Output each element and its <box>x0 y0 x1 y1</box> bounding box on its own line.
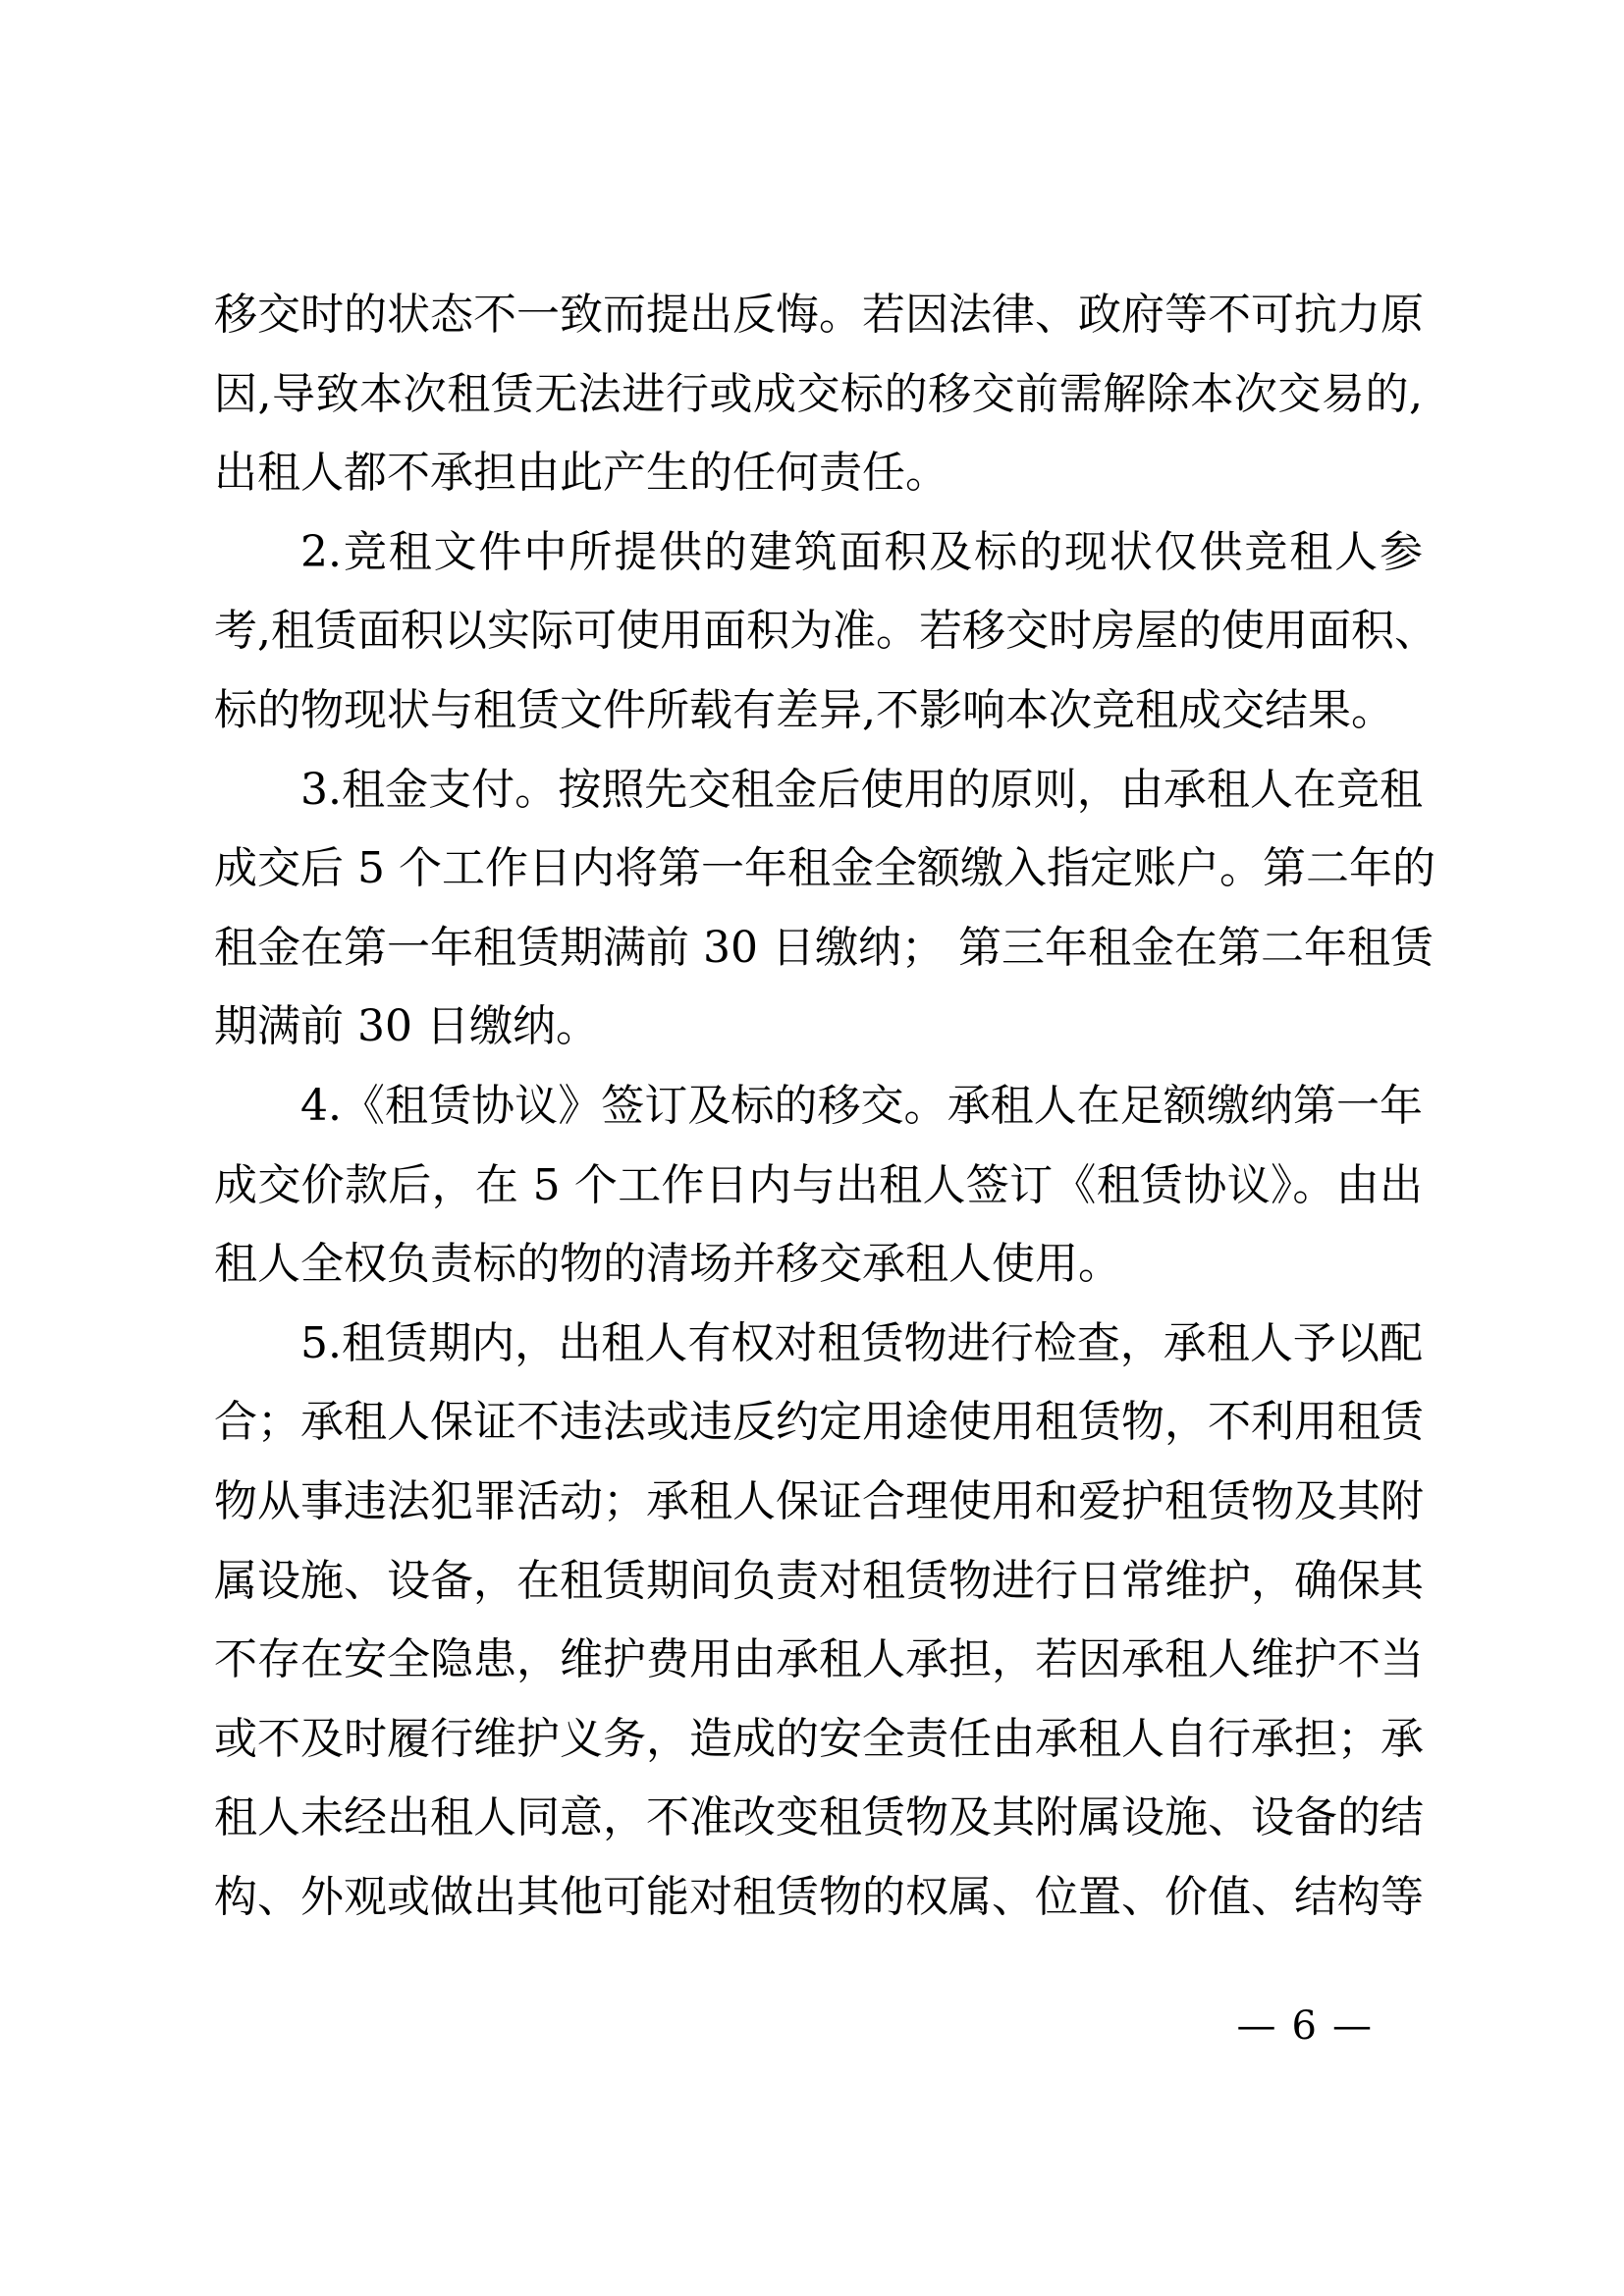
text-line: 成交后 5 个工作日内将第一年租金全额缴入指定账户。第二年的 <box>214 843 1435 894</box>
page-number-left-dash: — <box>1236 2003 1276 2049</box>
page-number <box>1237 2004 1372 2048</box>
text-line: 标的物现状与租赁文件所载有差异,不影响本次竞租成交结果。 <box>214 684 1394 735</box>
text-line: 成交价款后，在 5 个工作日内与出租人签订《租赁协议》。由出 <box>214 1159 1423 1210</box>
text-line: 合；承租人保证不违法或违反约定用途使用租赁物，不利用租赁 <box>214 1397 1424 1448</box>
text-line: 2.竞租文件中所提供的建筑面积及标的现状仅供竞租人参 <box>300 526 1423 577</box>
text-line: 租人未经出租人同意，不准改变租赁物及其附属设施、设备的结 <box>214 1792 1424 1843</box>
text-line: 因,导致本次租赁无法进行或成交标的移交前需解除本次交易的, <box>214 368 1423 419</box>
text-line: 属设施、设备，在租赁期间负责对租赁物进行日常维护，确保其 <box>214 1555 1424 1606</box>
page-number-right-dash: — <box>1332 2003 1372 2049</box>
text-line: 4.《租赁协议》签订及标的移交。承租人在足额缴纳第一年 <box>300 1080 1423 1131</box>
text-line: 考,租赁面积以实际可使用面积为准。若移交时房屋的使用面积、 <box>214 606 1437 657</box>
text-line: 移交时的状态不一致而提出反悔。若因法律、政府等不可抗力原 <box>214 290 1424 340</box>
text-line: 期满前 30 日缴纳。 <box>214 1001 599 1052</box>
text-line: 物从事违法犯罪活动；承租人保证合理使用和爱护租赁物及其附 <box>214 1475 1424 1526</box>
text-line: 租金在第一年租赁期满前 30 日缴纳； 第三年租金在第二年租赁 <box>214 922 1434 973</box>
text-line: 租人全权负责标的物的清场并移交承租人使用。 <box>214 1239 1121 1290</box>
page-number-value: 6 <box>1291 2003 1317 2049</box>
text-line: 3.租金支付。按照先交租金后使用的原则，由承租人在竞租 <box>300 764 1423 815</box>
body-text <box>214 276 1437 1937</box>
text-line: 出租人都不承担由此产生的任何责任。 <box>214 448 948 499</box>
text-line: 5.租赁期内，出租人有权对租赁物进行检查，承租人予以配 <box>300 1317 1423 1368</box>
text-line: 或不及时履行维护义务，造成的安全责任由承租人自行承担；承 <box>214 1713 1424 1764</box>
text-line: 构、外观或做出其他可能对租赁物的权属、位置、价值、结构等 <box>214 1871 1424 1922</box>
text-line: 不存在安全隐患，维护费用由承租人承担，若因承租人维护不当 <box>214 1634 1424 1685</box>
